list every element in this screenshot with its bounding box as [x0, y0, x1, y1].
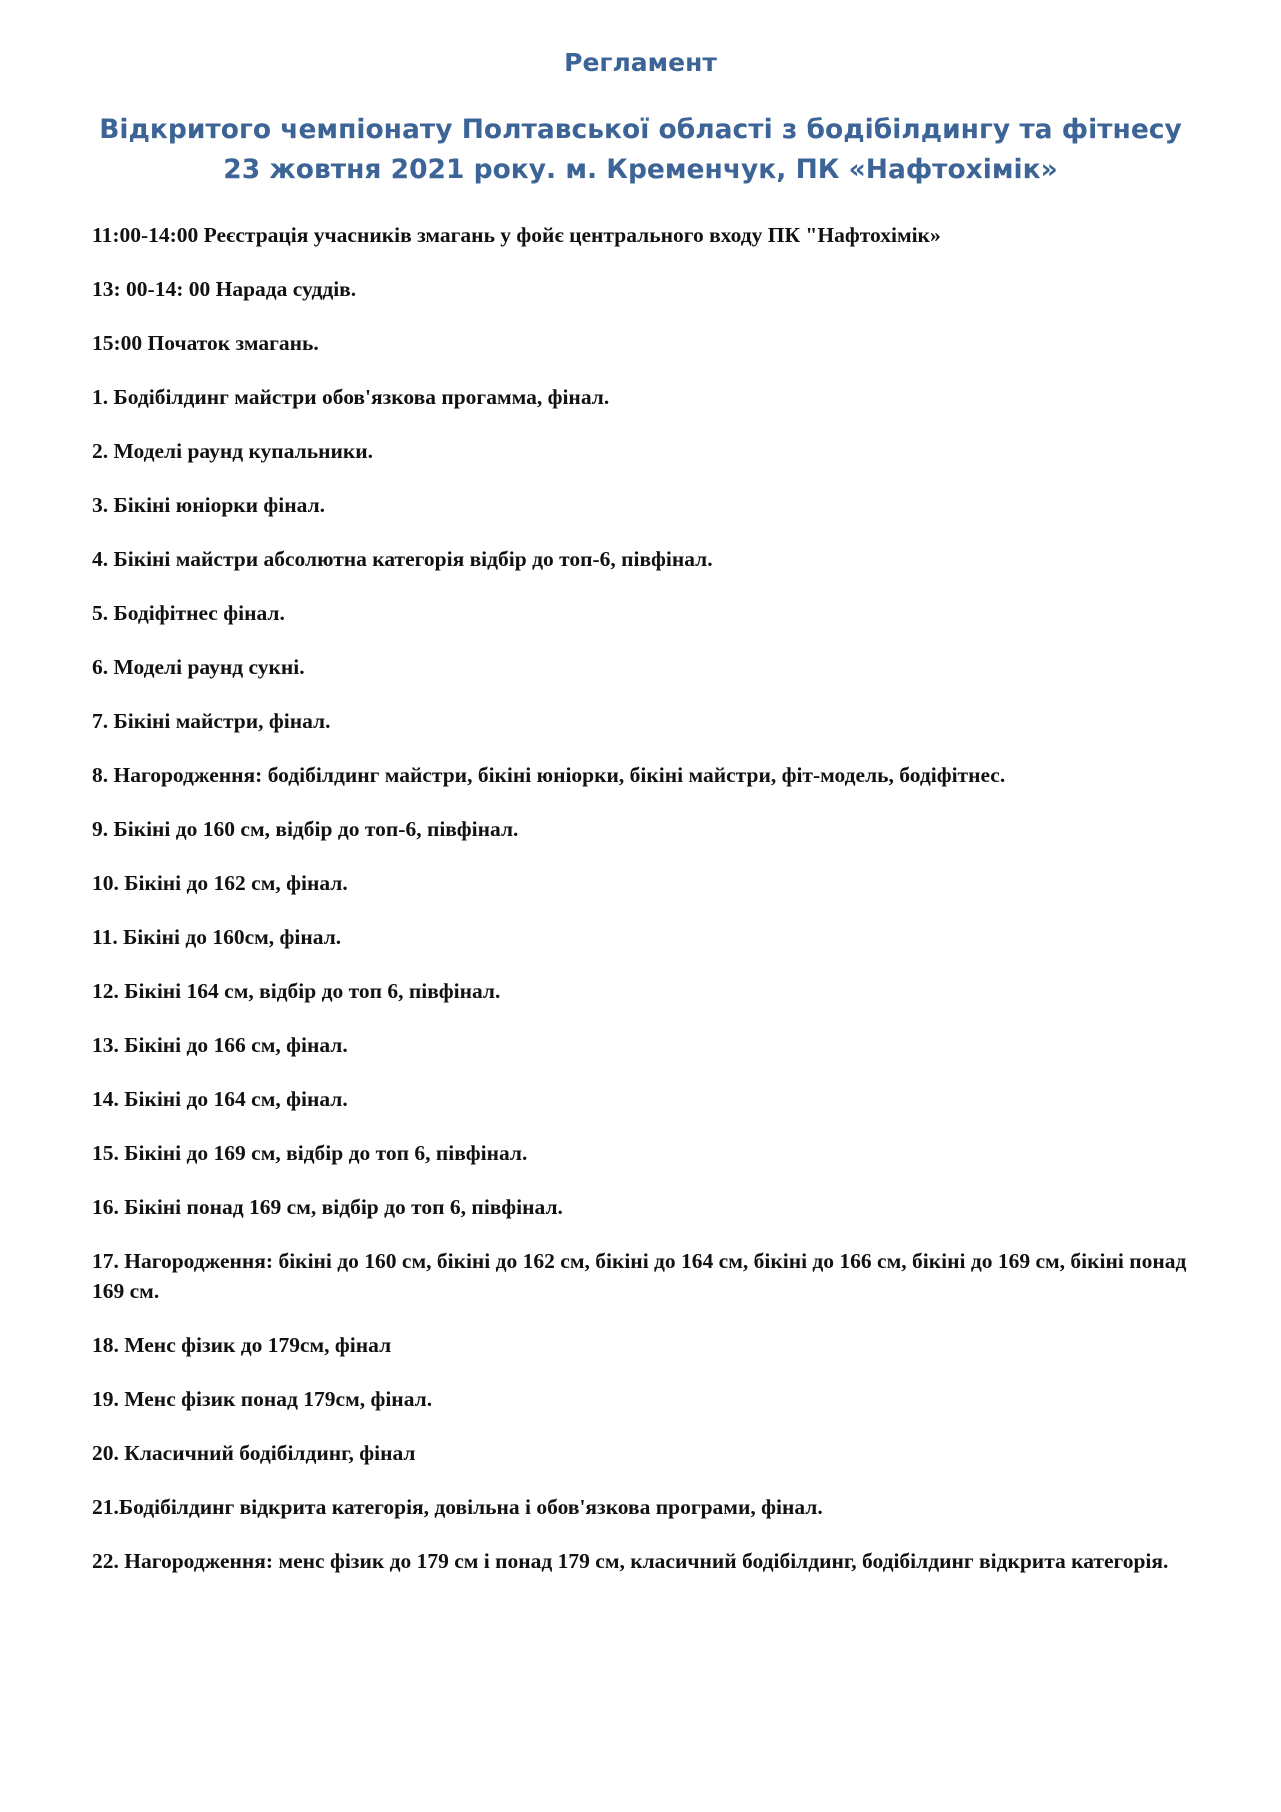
schedule-entry: 13: 00-14: 00 Нарада суддів.: [92, 277, 357, 301]
schedule-entry: 22. Нагородження: менс фізик до 179 см і понад 179 см, класичний бодібілдинг, бодібілдинг відкрита категорія.: [92, 1549, 1169, 1573]
schedule-entry: 11:00-14:00 Реєстрація учасників змагань у фойє центрального входу ПК "Нафтохімік»: [92, 223, 941, 247]
schedule-entry: 15. Бікіні до 169 см, відбір до топ 6, півфінал.: [92, 1141, 528, 1165]
schedule-entry: 11. Бікіні до 160см, фінал.: [92, 925, 342, 949]
subtitle-line-2: 23 жовтня 2021 року. м. Кременчук, ПК «Нафтохімік»: [223, 154, 1058, 185]
schedule-entry: 21.Бодібілдинг відкрита категорія, довільна і обов'язкова програми, фінал.: [92, 1495, 823, 1519]
schedule-entry: 7. Бікіні майстри, фінал.: [92, 709, 331, 733]
schedule-entry: 14. Бікіні до 164 см, фінал.: [92, 1087, 348, 1111]
schedule-entry: 9. Бікіні до 160 см, відбір до топ-6, півфінал.: [92, 817, 519, 841]
schedule-entry: 13. Бікіні до 166 см, фінал.: [92, 1033, 348, 1057]
schedule-entry: 19. Менс фізик понад 179см, фінал.: [92, 1387, 433, 1411]
schedule-entry: 8. Нагородження: бодібілдинг майстри, бікіні юніорки, бікіні майстри, фіт-модель, бодіфітнес.: [92, 763, 1006, 787]
schedule-list: [92, 220, 1189, 1576]
schedule-entry: 3. Бікіні юніорки фінал.: [92, 493, 326, 517]
schedule-entry: 18. Менс фізик до 179см, фінал: [92, 1333, 392, 1357]
schedule-entry: 2. Моделі раунд купальники.: [92, 439, 373, 463]
schedule-entry: 20. Класичний бодібілдинг, фінал: [92, 1441, 416, 1465]
schedule-entry: 5. Бодіфітнес фінал.: [92, 601, 285, 625]
schedule-entry: 15:00 Початок змагань.: [92, 331, 319, 355]
schedule-entry: 16. Бікіні понад 169 см, відбір до топ 6, півфінал.: [92, 1195, 563, 1219]
document-subtitle: [92, 110, 1189, 190]
document-title: Регламент: [564, 48, 717, 77]
schedule-entry: 17. Нагородження: бікіні до 160 см, бікіні до 162 см, бікіні до 164 см, бікіні до 166 см, бікіні до 169 см, бікіні понад 169 см.: [92, 1249, 1187, 1303]
schedule-entry: 6. Моделі раунд сукні.: [92, 655, 305, 679]
schedule-entry: 12. Бікіні 164 см, відбір до топ 6, півфінал.: [92, 979, 501, 1003]
schedule-entry: 10. Бікіні до 162 см, фінал.: [92, 871, 348, 895]
schedule-entry: 1. Бодібілдинг майстри обов'язкова прогамма, фінал.: [92, 385, 610, 409]
schedule-entry: 4. Бікіні майстри абсолютна категорія відбір до топ-6, півфінал.: [92, 547, 713, 571]
subtitle-line-1: Відкритого чемпіонату Полтавської області з бодібілдингу та фітнесу: [99, 114, 1182, 145]
